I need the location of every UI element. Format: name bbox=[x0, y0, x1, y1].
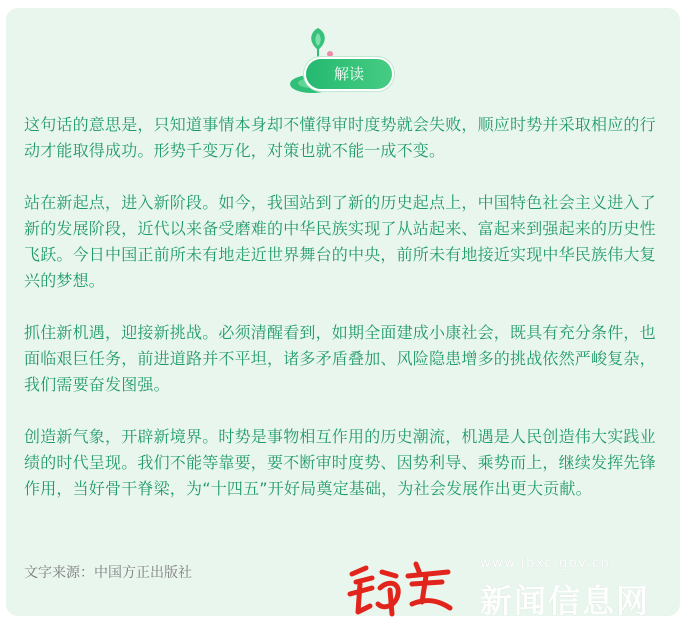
content-card bbox=[6, 8, 680, 620]
paragraph-3: 抓住新机遇，迎接新挑战。必须清醒看到，如期全面建成小康社会，既具有充分条件，也面临艰巨任务，前进道路并不平坦，诸多矛盾叠加、风险隐患增多的挑战依然严峻复杂，我们需要奋发图强。 bbox=[24, 323, 656, 394]
article-body bbox=[24, 112, 670, 528]
paragraph-1: 这句话的意思是，只知道事情本身却不懂得审时度势就会失败，顺应时势并采取相应的行动才能取得成功。形势千变万化，对策也就不能一成不变。 bbox=[24, 115, 656, 160]
interpretation-badge: 解读 bbox=[306, 59, 392, 89]
card-header bbox=[6, 22, 680, 102]
watermark-site-name: 新闻信息网 bbox=[480, 582, 651, 620]
signature-logo bbox=[342, 554, 472, 620]
source-credit: 文字来源：中国方正出版社 bbox=[24, 565, 192, 581]
watermark-url: www.jbxc.gov.cn bbox=[480, 556, 611, 571]
paragraph-2: 站在新起点，进入新阶段。如今，我国站到了新的历史起点上，中国特色社会主义进入了新的发展阶段，近代以来备受磨难的中华民族实现了从站起来、富起来到强起来的历史性飞跃。今日中国正前所未有地走近世界舞台的中央，前所未有地接近实现中华民族伟大复兴的梦想。 bbox=[24, 193, 656, 290]
paragraph-4: 创造新气象，开辟新境界。时势是事物相互作用的历史潮流，机遇是人民创造伟大实践业绩的时代呈现。我们不能等靠要，要不断审时度势、因势利导、乘势而上，继续发挥先锋作用，当好骨干脊梁，为“十四五”开好局奠定基础，为社会发展作出更大贡献。 bbox=[24, 427, 656, 498]
